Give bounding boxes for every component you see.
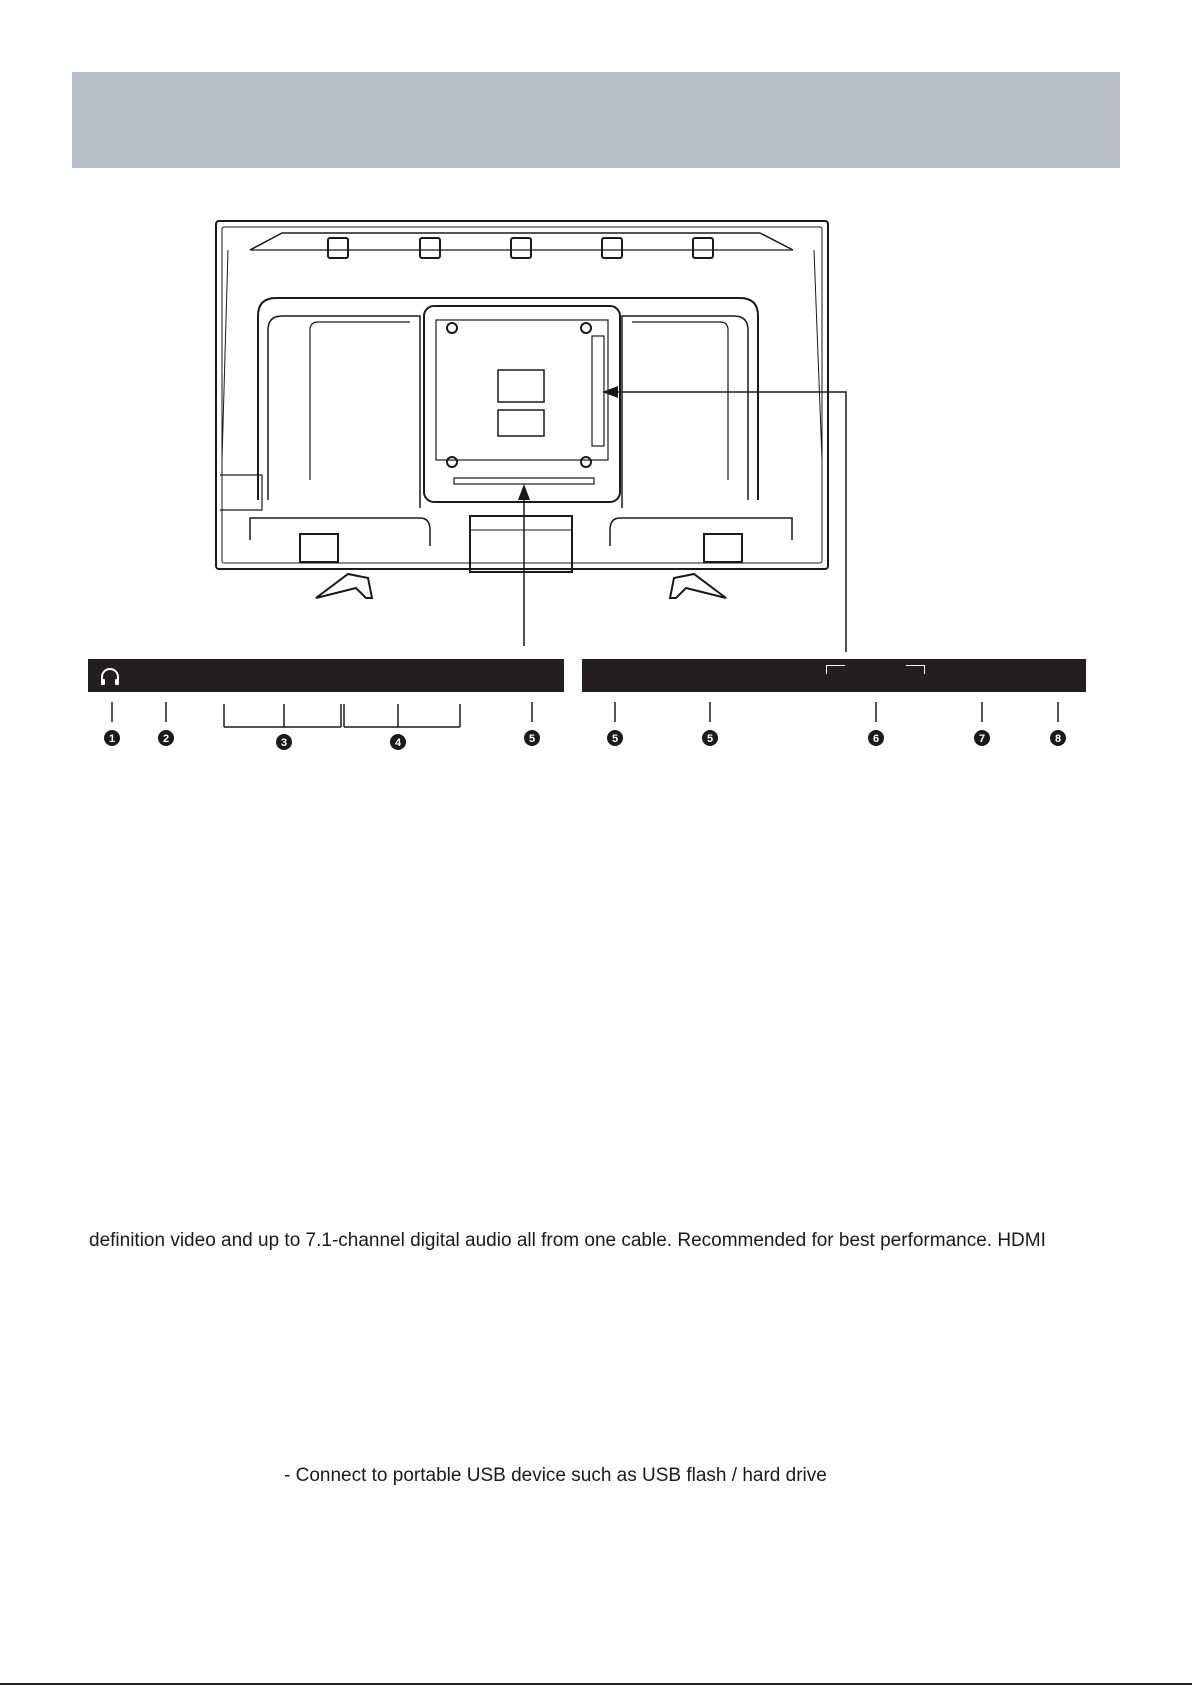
hdmi-description-line: definition video and up to 7.1-channel digital audio all from one cable. Recommended for best performance. HDMI: [89, 1230, 1046, 1251]
callout-number-3: 3: [280, 737, 288, 749]
speaker-right: [704, 534, 742, 562]
callout-number-5a: 5: [528, 733, 536, 745]
speaker-left: [300, 534, 338, 562]
callout-number-8: 8: [1054, 733, 1062, 745]
side-connector-panel: [88, 659, 564, 692]
callout-number-6: 6: [872, 733, 880, 745]
callout-number-2: 2: [162, 733, 170, 745]
foot-left: [316, 574, 372, 598]
top-clip-2: [420, 238, 440, 258]
headphone-icon: [98, 665, 122, 689]
vesa-plate: [424, 306, 620, 502]
top-clip-3: [511, 238, 531, 258]
callout-number-1: 1: [108, 733, 116, 745]
callout-number-7: 7: [978, 733, 986, 745]
usb-description-line: - Connect to portable USB device such as USB flash / hard drive: [284, 1465, 827, 1486]
foot-right: [670, 574, 726, 598]
rear-connector-panel: [582, 659, 1086, 692]
bracket-left-mark: [826, 665, 845, 674]
callout-number-5b: 5: [611, 733, 619, 745]
top-clip-4: [602, 238, 622, 258]
top-clip-1: [328, 238, 348, 258]
callout-number-4: 4: [394, 737, 402, 749]
bracket-right-mark: [906, 665, 925, 674]
stand-neck: [470, 516, 572, 572]
top-clip-5: [693, 238, 713, 258]
callout-number-5c: 5: [706, 733, 714, 745]
